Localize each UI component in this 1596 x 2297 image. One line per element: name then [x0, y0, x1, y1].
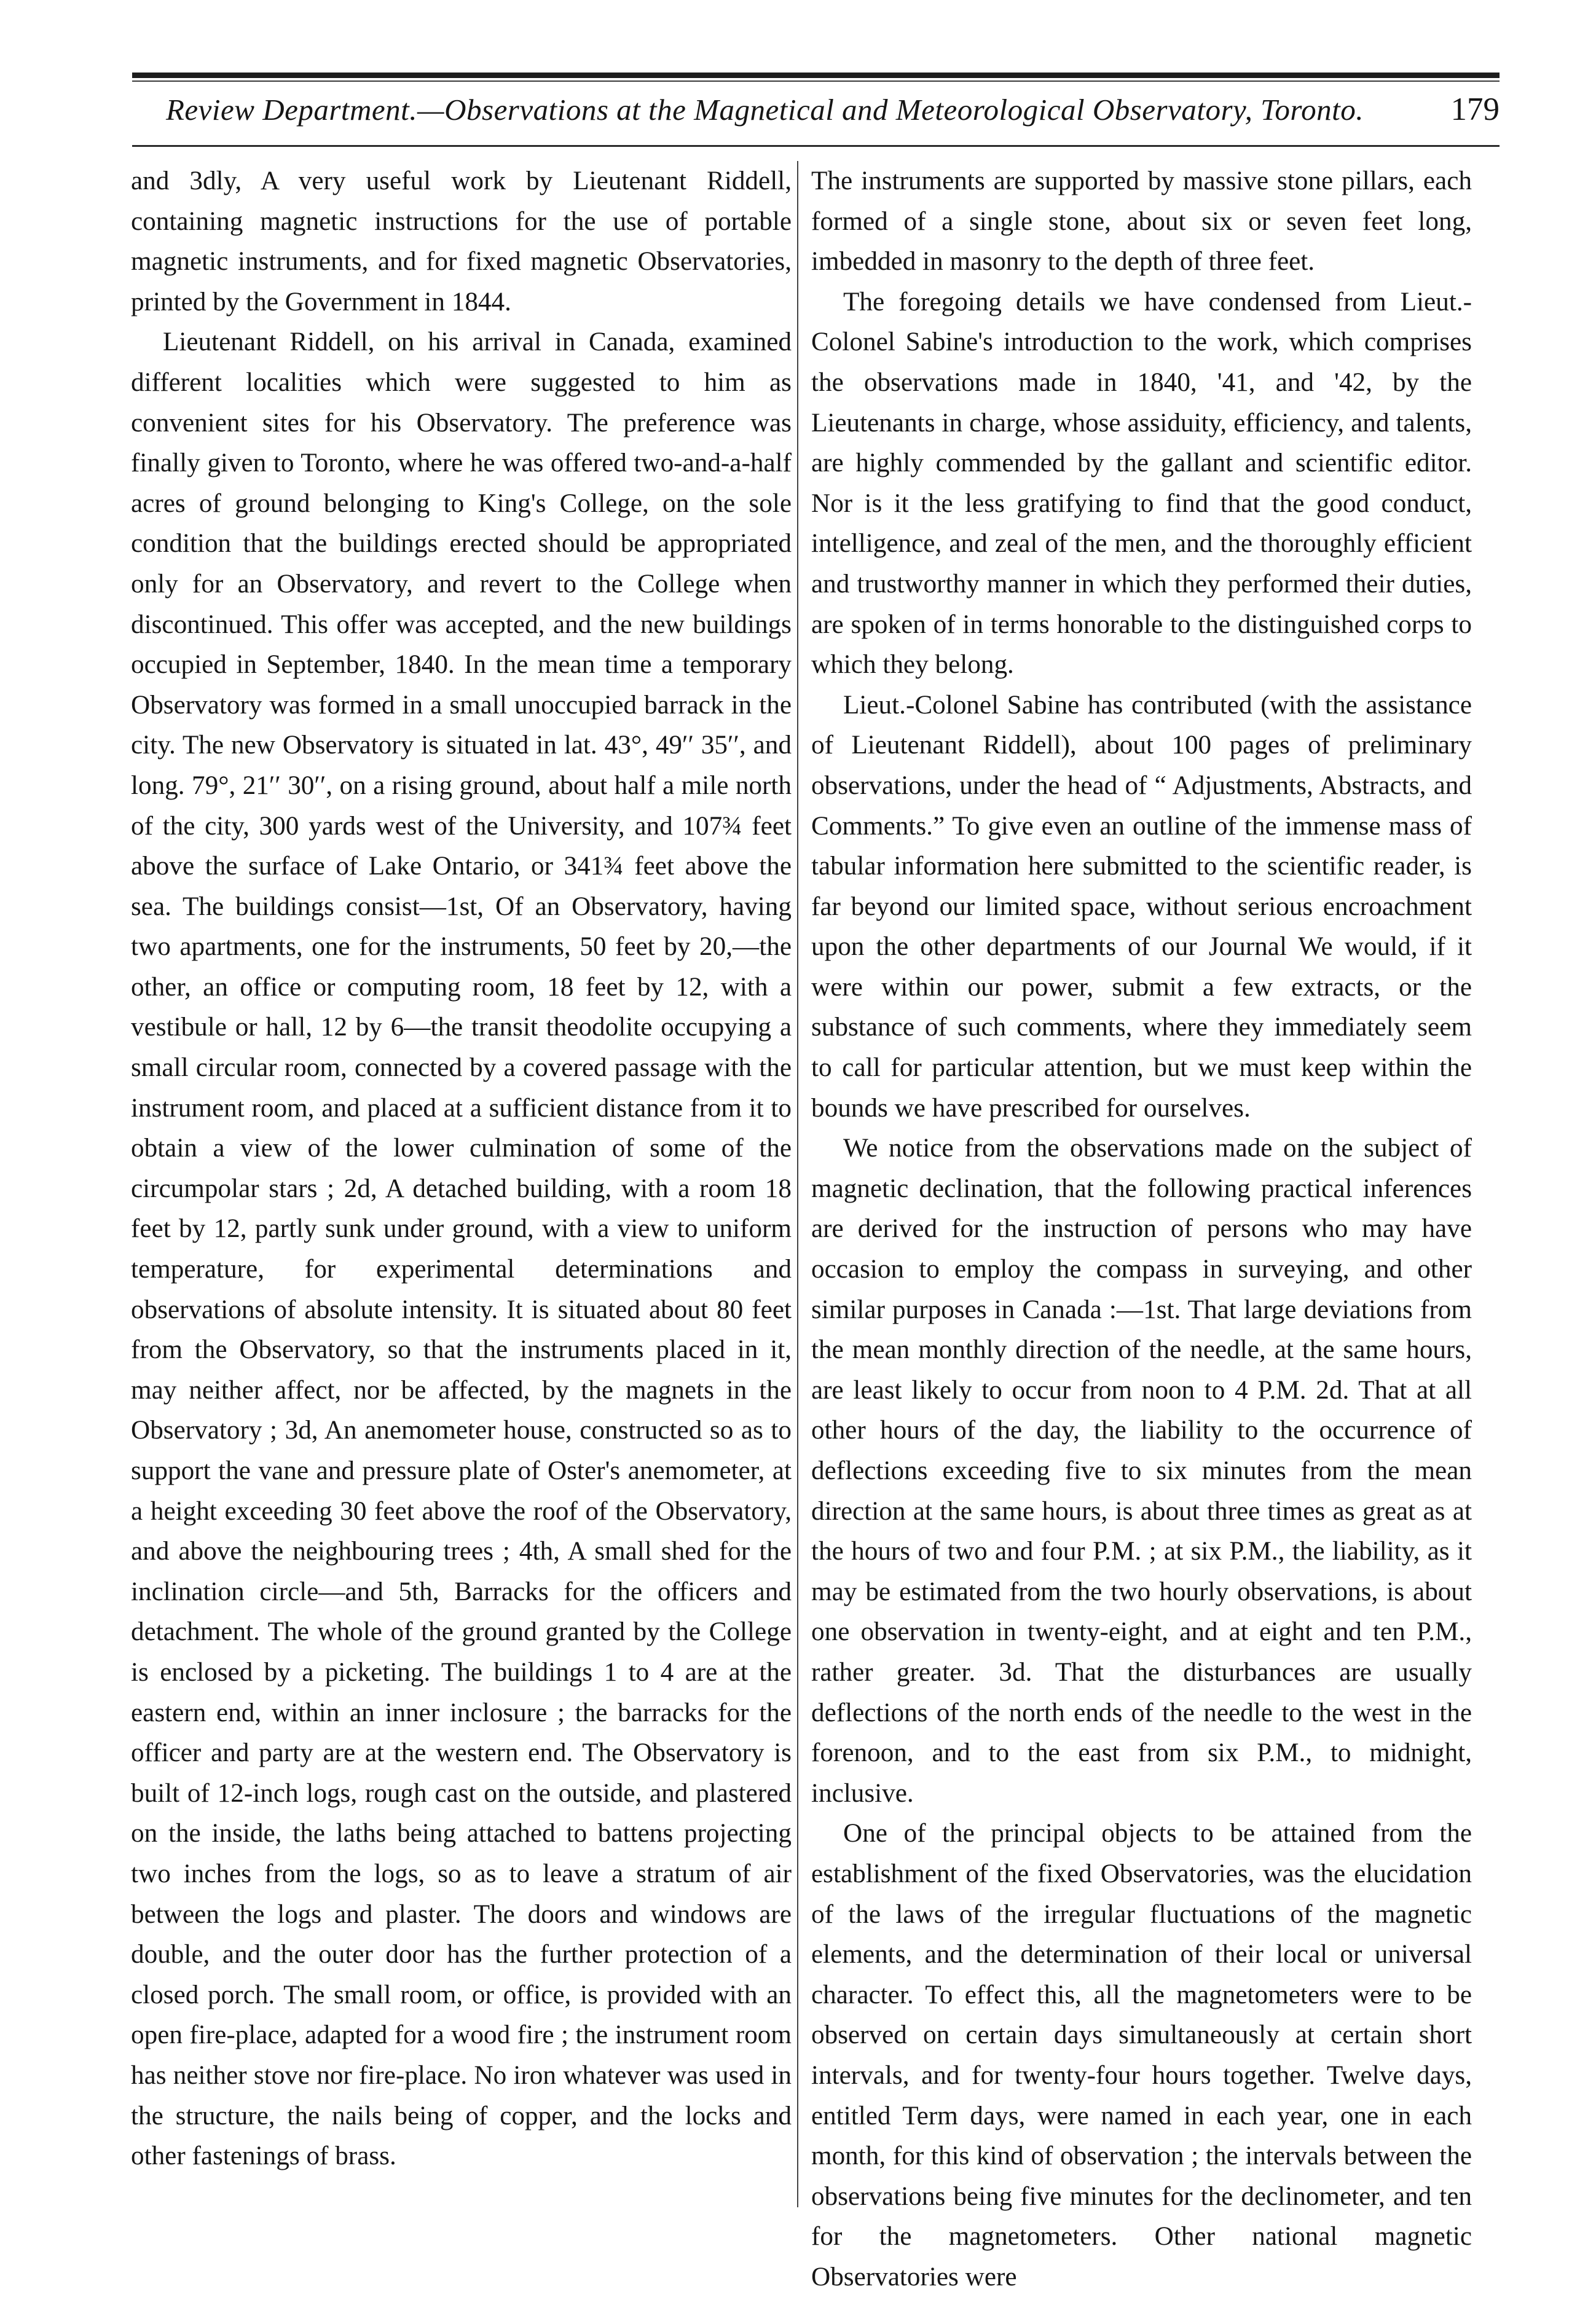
- page-header: [166, 92, 1500, 135]
- paragraph: The foregoing details we have condensed from Lieut.-Colonel Sabine's introduction to the work, which comprises the observations made in 1840, '41, and '42, by the Lieutenants in charge, whose assiduity, efficiency, and talents, are highly commended by the gallant and scientific editor. Nor is it the less gratifying to find that the good conduct, intelligence, and zeal of the men, and the thoroughly efficient and trustworthy manner in which they performed their duties, are spoken of in terms honorable to the distinguished corps to which they belong.: [811, 287, 1472, 680]
- top-rule: [132, 73, 1500, 78]
- paragraph: The instruments are supported by massive stone pillars, each formed of a single stone, about six or seven feet long, imbedded in masonry to the depth of three feet.: [811, 167, 1472, 277]
- paragraph: and 3dly, A very useful work by Lieutenant Riddell, containing magnetic instructions for the use of portable magnetic instruments, and for fixed magnetic Observatories, printed by the Government in 1844.: [131, 167, 792, 316]
- header-rule: [132, 145, 1500, 147]
- left-column: [131, 161, 792, 2177]
- right-column: [811, 161, 1472, 2297]
- paragraph: We notice from the observations made on the subject of magnetic declination, that the following practical inferences are derived for the instruction of persons who may have occasion to employ the compass in surveying, and other similar purposes in Canada :—1st. That large deviations from the mean monthly direction of the needle, at the same hours, are least likely to occur from noon to 4 P.M. 2d. That at all other hours of the day, the liability to the occurrence of deflections exceeding five to six minutes from the mean direction at the same hours, is about three times as great as at the hours of two and four P.M. ; at six P.M., the liability, as it may be estimated from the two hourly observations, is about one observation in twenty-eight, and at eight and ten P.M., rather greater. 3d. That the disturbances are usually deflections of the north ends of the needle to the west in the forenoon, and to the east from six P.M., to midnight, inclusive.: [811, 1134, 1472, 1808]
- column-divider: [797, 161, 798, 2207]
- paragraph: Lieut.-Colonel Sabine has contributed (with the assistance of Lieutenant Riddell), about 100 pages of preliminary observations, under the head of “ Adjustments, Abstracts, and Comments.” To give even an outline of the immense mass of tabular information here submitted to the scientific reader, is far beyond our limited space, without serious encroachment upon the other departments of our Journal We would, if it were within our power, submit a few extracts, or the substance of such comments, where they immediately seem to call for particular attention, but we must keep within the bounds we have prescribed for ourselves.: [811, 690, 1472, 1123]
- running-title: Review Department.—Observations at the Magnetical and Meteorological Observatory, Toronto.: [166, 93, 1364, 127]
- page-number: 179: [1450, 92, 1500, 127]
- top-rule-thin: [132, 80, 1500, 82]
- paragraph: One of the principal objects to be attained from the establishment of the fixed Observatories, was the elucidation of the laws of the irregular fluctuations of the magnetic elements, and the determination of their local or universal character. To effect this, all the magnetometers were to be observed on certain days simultaneously at certain short intervals, and for twenty-four hours together. Twelve days, entitled Term days, were named in each year, one in each month, for this kind of observation ; the intervals between the observations being five minutes for the declinometer, and ten for the magnetometers. Other national magnetic Observatories were: [811, 1819, 1472, 2291]
- paragraph: Lieutenant Riddell, on his arrival in Canada, examined different localities which were suggested to him as convenient sites for his Observatory. The preference was finally given to Toronto, where he was offered two-and-a-half acres of ground belonging to King's College, on the sole condition that the buildings erected should be appropriated only for an Observatory, and revert to the College when discontinued. This offer was accepted, and the new buildings occupied in September, 1840. In the mean time a temporary Observatory was formed in a small unoccupied barrack in the city. The new Observatory is situated in lat. 43°, 49′′ 35′′, and long. 79°, 21′′ 30′′, on a rising ground, about half a mile north of the city, 300 yards west of the University, and 107¾ feet above the surface of Lake Ontario, or 341¾ feet above the sea. The buildings consist—1st, Of an Observatory, having two apartments, one for the instruments, 50 feet by 20,—the other, an office or computing room, 18 feet by 12, with a vestibule or hall, 12 by 6—the transit theodolite occupying a small circular room, connected by a covered passage with the instrument room, and placed at a sufficient distance from it to obtain a view of the lower culmination of some of the circumpolar stars ; 2d, A detached building, with a room 18 feet by 12, partly sunk under ground, with a view to uniform temperature, for experimental determinations and observations of absolute intensity. It is situated about 80 feet from the Observatory, so that the instruments placed in it, may neither affect, nor be affected, by the magnets in the Observatory ; 3d, An anemometer house, constructed so as to support the vane and pressure plate of Oster's anemometer, at a height exceeding 30 feet above the roof of the Observatory, and above the neighbouring trees ; 4th, A small shed for the inclination circle—and 5th, Barracks for the officers and detachment. The whole of the ground granted by the College is enclosed by a picketing. The buildings 1 to 4 are at the eastern end, within an inner inclosure ; the barracks for the officer and party are at the western end. The Observatory is built of 12-inch logs, rough cast on the outside, and plastered on the inside, the laths being attached to battens projecting two inches from the logs, so as to leave a stratum of air between the logs and plaster. The doors and windows are double, and the outer door has the further protection of a closed porch. The small room, or office, is provided with an open fire-place, adapted for a wood fire ; the instrument room has neither stove nor fire-place. No iron whatever was used in the structure, the nails being of copper, and the locks and other fastenings of brass.: [131, 328, 792, 2171]
